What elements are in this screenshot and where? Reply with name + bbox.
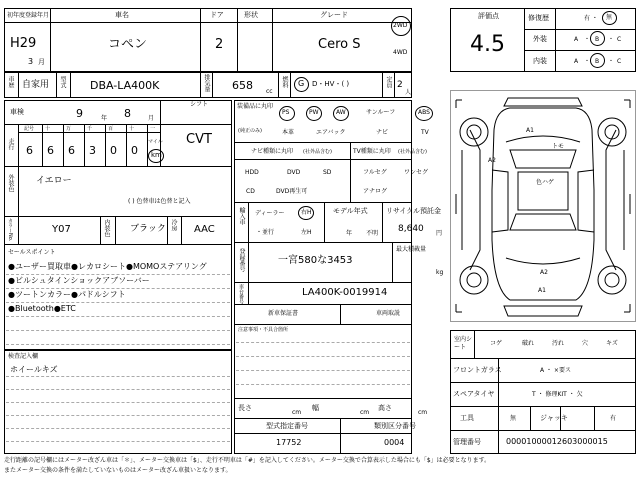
equipment-item: サンルーフ	[366, 109, 396, 116]
diagram-label-a2-left: A2	[488, 157, 496, 164]
diagram-label-paint: 色ハゲ	[536, 179, 555, 186]
label-grade: グレード	[320, 11, 348, 19]
exterior-note: ( ) 色替車は色替と記入	[128, 198, 191, 205]
label-spare: スペアタイヤ	[453, 390, 495, 398]
label-shift: シフト	[190, 101, 209, 108]
label-tv: TV種類に丸印	[353, 148, 391, 155]
diagram-label-tomo: トモ	[552, 143, 565, 150]
seat-scratch: キズ	[606, 340, 618, 347]
sales-point-line: ●Bluetooth●ETC	[8, 304, 76, 313]
label-registration: 登録番号	[238, 248, 245, 272]
label-tv-sub: (社外品含む)	[398, 149, 427, 155]
ext-dot-1: ・	[584, 36, 591, 43]
label-inspection: 車検	[10, 108, 24, 116]
interior-color: ブラック	[130, 224, 166, 234]
month-unit: 月	[38, 58, 45, 66]
ac-value: AAC	[194, 224, 215, 235]
label-color-no: カラーNo.	[7, 218, 13, 242]
label-mileage: 走行	[7, 138, 14, 150]
label-equipment-sub: (純正のみ)	[238, 128, 262, 134]
label-model-year: モデル年式	[333, 207, 368, 215]
label-car-history: 車歴	[7, 76, 14, 88]
width-unit: cm	[360, 409, 370, 416]
footer-line-2: またメーター交換の条件を満たしていないものはメーター改ざん車扱いとなります。	[4, 467, 232, 474]
mile-label: マイル	[148, 139, 163, 145]
type-number: 17752	[276, 438, 302, 447]
max-load-unit: kg	[436, 269, 444, 276]
label-capacity: 定員	[385, 76, 392, 88]
usage: 自家用	[22, 80, 50, 90]
shift-value: CVT	[186, 132, 212, 147]
label-jack: ジャッキ	[540, 414, 568, 422]
repair-none: 無	[606, 14, 613, 21]
import-parallel: ・並行	[256, 229, 275, 236]
label-recycle: リサイクル預託金	[386, 207, 442, 215]
repair-options: 有 ・	[584, 15, 598, 22]
seat-hole: 穴	[582, 340, 589, 347]
label-type-no: 型式指定番号	[266, 422, 308, 430]
recycle-amount: 8,640	[398, 224, 424, 234]
tv-fullseg: フルセグ	[363, 169, 387, 176]
drive-2wd: 2WD	[393, 22, 408, 29]
equipment-item: ABS	[418, 109, 430, 116]
label-shape: 形状	[244, 11, 258, 19]
drive-4wd: 4WD	[393, 49, 408, 56]
ext-grade-a: A	[574, 36, 579, 43]
label-management: 管理番号	[453, 438, 481, 446]
diagram-label-a2-rear: A2	[540, 269, 548, 276]
tv-oneseg: ワンセグ	[404, 169, 429, 176]
navi-hdd: HDD	[245, 169, 259, 176]
label-door: ドア	[210, 11, 224, 19]
int-grade-a: A	[574, 58, 579, 65]
label-first-reg: 初年度登録年月	[7, 12, 50, 19]
displacement: 658	[232, 79, 253, 92]
grade-value: Cero S	[318, 37, 361, 52]
equipment-item: 本革	[282, 129, 295, 136]
label-fuel: 燃料	[281, 76, 288, 88]
inspection-year-unit: 年	[101, 115, 108, 122]
seat-burn: コゲ	[490, 340, 503, 347]
height-unit: cm	[418, 409, 428, 416]
tv-analog: アナログ	[363, 188, 388, 195]
int-grade-c: C	[617, 58, 622, 65]
label-width: 幅	[312, 404, 319, 412]
inspection-year: 9	[76, 107, 83, 120]
mileage-header: 百	[108, 126, 114, 132]
ext-dot-2: ・	[608, 36, 615, 43]
mileage-header: 十	[129, 126, 135, 132]
label-length: 長さ	[238, 404, 252, 412]
km-label: km	[151, 151, 162, 159]
cc-unit: cc	[266, 88, 273, 95]
label-navi-sub: (社外品含む)	[303, 149, 332, 155]
label-exterior: 外装色	[7, 174, 14, 192]
person-unit: 人	[405, 89, 412, 96]
seat-tear: 破れ	[522, 340, 535, 347]
tools-value: 無	[510, 415, 517, 422]
label-tools: 工具	[460, 414, 474, 422]
import-left: 左H	[301, 229, 312, 236]
inspection-month: 8	[124, 107, 131, 120]
label-interior-grade: 内装	[533, 57, 547, 65]
label-model: 型式	[59, 76, 66, 88]
label-max-load: 最大積載量	[396, 246, 427, 253]
label-manual: 車両取説	[376, 310, 401, 317]
label-class-no: 類別区分番号	[374, 422, 416, 430]
color-number: Y07	[52, 224, 71, 235]
fuel-g: G	[298, 79, 305, 88]
mileage-digit: 6	[68, 144, 75, 157]
int-grade-b: B	[595, 58, 600, 65]
label-car-name: 車名	[115, 11, 129, 19]
equipment-item: PS	[282, 109, 290, 116]
recycle-yen: 円	[436, 230, 443, 237]
label-import: 輸入車	[238, 207, 245, 225]
equipment-item: ナビ	[376, 129, 389, 136]
navi-sd: SD	[323, 169, 332, 176]
fuel-options: D・HV・( )	[312, 80, 350, 88]
import-right: 右H	[301, 209, 312, 216]
label-navi: ナビ種類に丸印	[251, 148, 294, 155]
jack-value: 有	[610, 415, 617, 422]
door-count: 2	[215, 37, 224, 52]
label-chassis: 車台番号	[238, 284, 244, 304]
mileage-digit: 3	[89, 144, 96, 157]
equipment-item: PW	[309, 109, 319, 116]
equipment-item: エアバック	[316, 129, 346, 136]
chassis-number: LA400K-0019914	[302, 287, 388, 298]
label-equipment: 装備品に丸印	[237, 103, 274, 110]
sales-point-line: ●ビルシュタインショックアブソーバー	[8, 276, 150, 285]
inspector-text: ホイールキズ	[10, 365, 58, 374]
label-sales-points: セールスポイント	[8, 249, 56, 256]
mileage-header: 千	[87, 126, 93, 132]
mileage-header: 一	[150, 126, 156, 132]
navi-cd: CD	[246, 188, 255, 195]
label-ac: 冷房	[170, 219, 177, 231]
label-exterior-grade: 外装	[533, 35, 547, 43]
mileage-header: 十	[45, 126, 51, 132]
int-dot-1: ・	[584, 58, 591, 65]
first-reg-year: H29	[10, 36, 37, 51]
inspection-month-unit: 月	[148, 115, 155, 122]
registration-plate: 一宮580な3453	[278, 255, 353, 266]
management-number: 00001000012603000015	[506, 437, 608, 446]
diagram-label-a1-rear: A1	[538, 287, 546, 294]
equipment-item: TV	[421, 129, 429, 136]
ext-grade-c: C	[617, 36, 622, 43]
navi-dvd: DVD	[287, 169, 301, 176]
label-new-warranty: 新車保証書	[268, 310, 299, 317]
windshield-value: A ・ ×要ス	[540, 367, 571, 374]
class-number: 0004	[384, 438, 405, 447]
label-inspector: 検査記入欄	[8, 353, 39, 360]
spare-value: T ・ 修理KIT ・ 欠	[532, 391, 583, 398]
car-diagram-icon	[450, 90, 636, 322]
label-score: 評価点	[478, 12, 499, 20]
label-seat: 室内シート	[454, 336, 473, 352]
sales-point-line: ●ユーザー買取車●レカロシート●MOMOステアリング	[8, 262, 207, 271]
ext-grade-b: B	[595, 36, 600, 43]
navi-dvd-play: DVD再生可	[276, 188, 308, 195]
first-reg-month: 3	[28, 57, 34, 66]
car-name: コペン	[108, 37, 148, 52]
label-repair: 修復歴	[528, 14, 549, 22]
model-code: DBA-LA400K	[90, 79, 160, 92]
mileage-header: 記号	[24, 126, 35, 132]
equipment-item: AW	[336, 109, 346, 116]
mileage-digit: 6	[47, 144, 54, 157]
label-interior-color: 内装色	[103, 219, 110, 237]
label-attention: 注意事項・不具合箇所	[238, 327, 289, 333]
sales-point-line: ●ツートンカラー●パドルシフト	[8, 290, 126, 299]
model-year-unit: 年	[346, 230, 353, 237]
seat-stain: 汚れ	[552, 340, 565, 347]
label-windshield: フロントガラス	[453, 366, 502, 374]
capacity: 2	[397, 80, 403, 90]
label-displacement: 排気量	[203, 74, 210, 92]
mileage-digit: 0	[110, 144, 117, 157]
length-unit: cm	[292, 409, 302, 416]
int-dot-2: ・	[608, 58, 615, 65]
mileage-digit: 6	[26, 144, 33, 157]
mileage-digit: 0	[131, 144, 138, 157]
footer-line-1: 走行距離の記号欄にはメーター改ざん車は「＊」、メーター交換車は「$」、走行不明車は「#」を記入してください。メーター交換で合算表示した場合にも「$」は必要となります。	[4, 457, 491, 464]
diagram-label-a1-top: A1	[526, 127, 534, 134]
mileage-header: 万	[66, 126, 72, 132]
score-value: 4.5	[470, 32, 505, 57]
exterior-color: イエロー	[36, 176, 72, 186]
label-height: 高さ	[378, 404, 392, 412]
import-dealer: ディーラー	[255, 210, 285, 217]
model-year-unknown: 不明	[366, 230, 379, 237]
